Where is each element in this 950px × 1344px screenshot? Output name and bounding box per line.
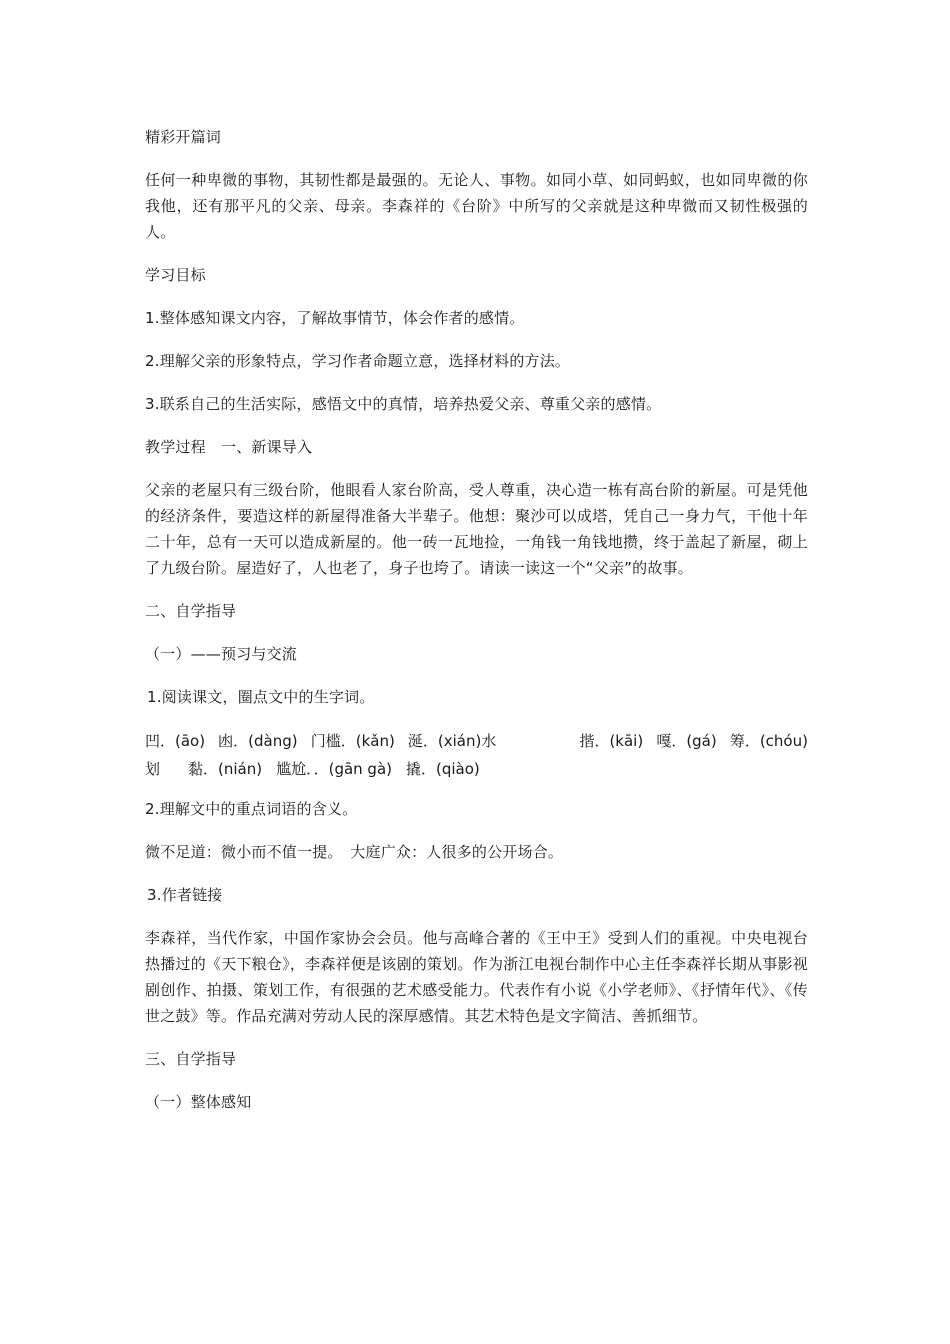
subheading-preview: （一）——预习与交流 [145,645,298,663]
pinyin-word: 涎．(xián)水 [407,732,497,750]
goal-item-1: 1.整体感知课文内容，了解故事情节，体会作者的感情。 [145,309,525,327]
pinyin-word: 尴尬．．(gān gà) [276,760,392,778]
author-paragraph: 李森祥，当代作家，中国作家协会会员。他与高峰合著的《王中王》受到人们的重视。中央电视台热播过的《天下粮仓》，李森祥便是该剧的策划。作为浙江电视台制作中心主任李森祥长期从事影视剧创作、拍摄、策划工作，有很强的艺术感受能力。代表作有小说《小学老师》、《抒情年代》、《传世之鼓》等。作品充满对劳动人民的深厚感情。其艺术特色是文字简洁、善抓细节。 [145,929,808,1025]
heading-section-2: 二、自学指导 [145,602,237,620]
pinyin-row-2 [145,755,808,783]
heading-process: 教学过程 一、新课导入 [145,438,313,456]
pinyin-word: 凼．(dàng) [218,732,298,750]
pinyin-word: 嘎．(gá) [656,732,717,750]
heading-opening: 精彩开篇词 [145,128,222,146]
pinyin-word: 门槛．(kǎn) [310,732,395,750]
subheading-overall: （一）整体感知 [145,1093,252,1111]
heading-section-3: 三、自学指导 [145,1050,237,1068]
pinyin-word: 划 [145,760,161,778]
item-read-text: 1.阅读课文，圈点文中的生字词。 [147,688,375,706]
vocab-definitions: 微不足道：微小而不值一提。 大庭广众：人很多的公开场合。 [145,843,564,861]
pinyin-word: 筹．(chóu) [729,732,808,750]
item-author-link: 3.作者链接 [147,886,223,904]
pinyin-row-1 [145,727,808,755]
opening-paragraph: 任何一种卑微的事物，其韧性都是最强的。无论人、事物。如同小草、如同蚂蚁，也如同卑微的你我他，还有那平凡的父亲、母亲。李森祥的《台阶》中所写的父亲就是这种卑微而又韧性极强的人。 [145,171,808,241]
pinyin-word: 黏．(nián) [188,760,263,778]
item-vocab-meaning: 2.理解文中的重点词语的含义。 [145,800,358,818]
pinyin-word: 撬．(qiào) [406,760,480,778]
intro-paragraph: 父亲的老屋只有三级台阶，他眼看人家台阶高，受人尊重，决心造一栋有高台阶的新屋。可是凭他的经济条件，要造这样的新屋得准备大半辈子。他想：聚沙可以成塔，凭自己一身力气，干他十年二十年，总有一天可以造成新屋的。他一砖一瓦地捡，一角钱一角钱地攒，终于盖起了新屋，砌上了九级台阶。屋造好了，人也老了，身子也垮了。请读一读这一个“父亲”的故事。 [145,481,808,577]
pinyin-word: 揩．(kāi) [579,732,644,750]
pinyin-word: 凹．(āo) [145,732,206,750]
heading-goals: 学习目标 [145,266,206,284]
document-body [145,124,808,1132]
goal-item-3: 3.联系自己的生活实际，感悟文中的真情，培养热爱父亲、尊重父亲的感情。 [145,395,662,413]
pinyin-list [145,727,808,783]
goal-item-2: 2.理解父亲的形象特点，学习作者命题立意，选择材料的方法。 [145,352,571,370]
